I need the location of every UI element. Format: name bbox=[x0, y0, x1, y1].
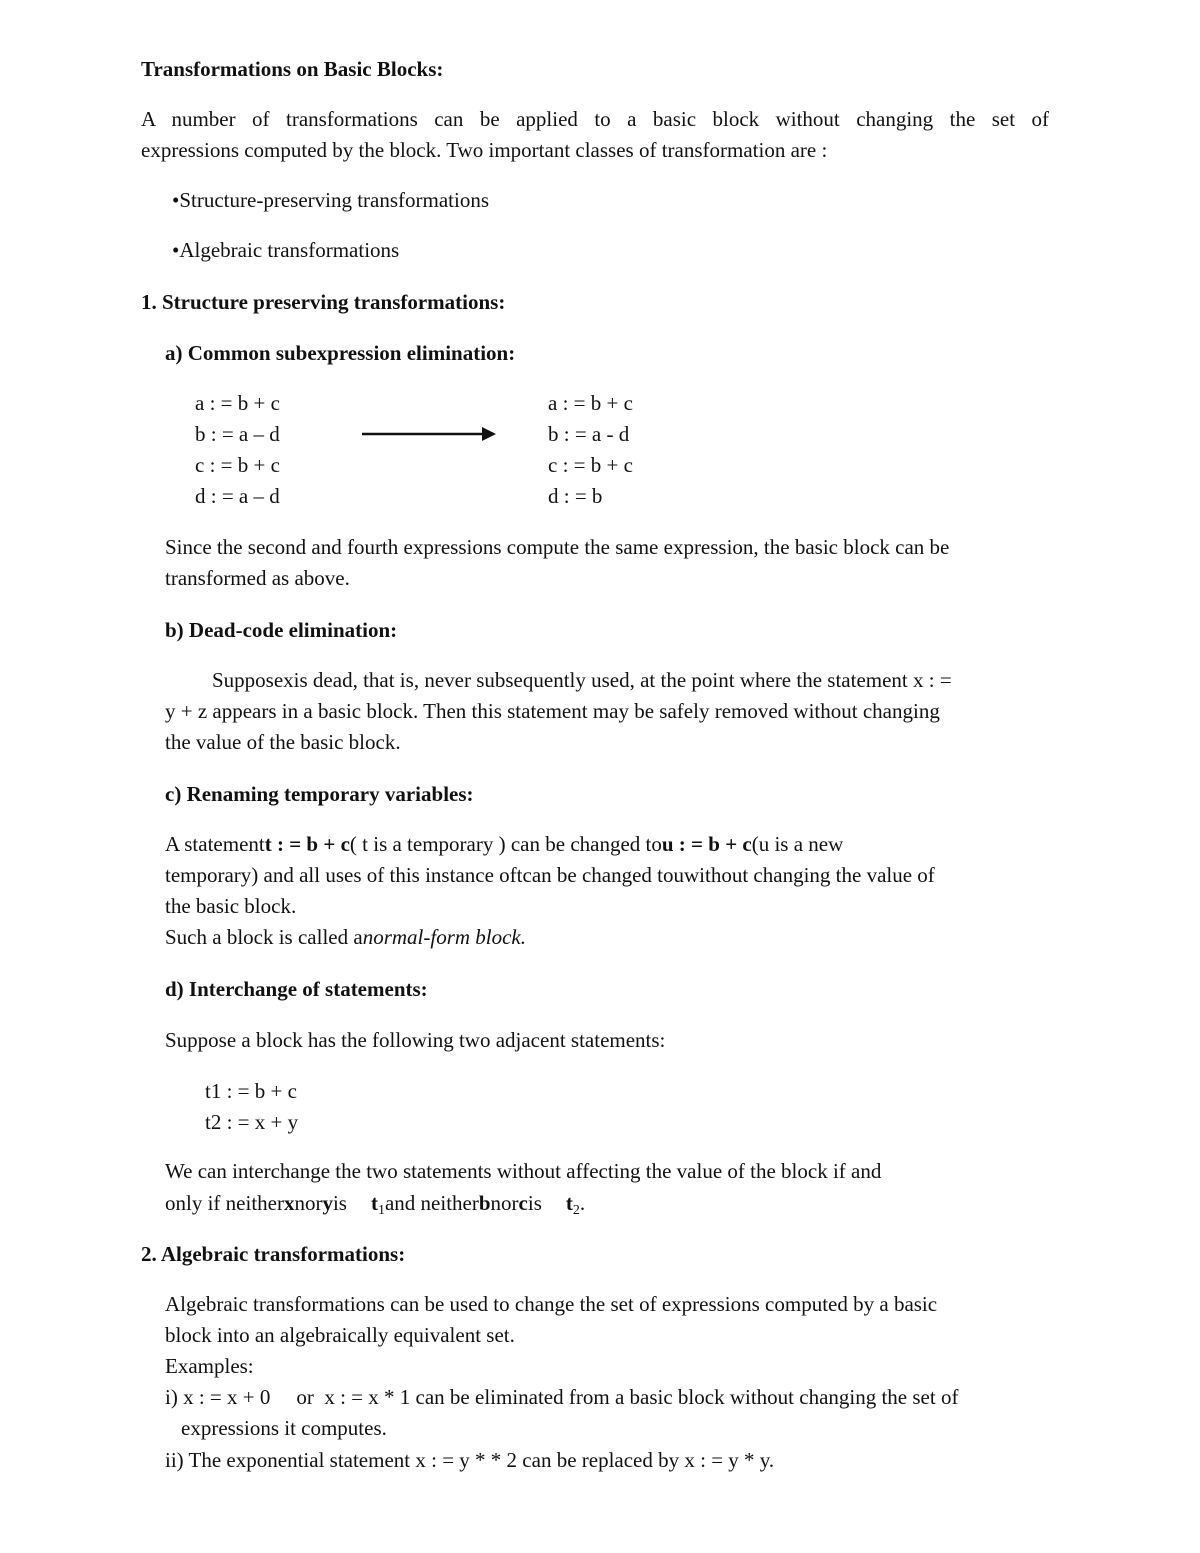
subsection-d-intro: Suppose a block has the following two adjacent statements: bbox=[165, 1028, 666, 1052]
section-2-heading: 2. Algebraic transformations: bbox=[141, 1242, 406, 1266]
right-arrow-icon bbox=[362, 424, 498, 444]
intro-line-2: expressions computed by the block. Two important classes of transformation are : bbox=[141, 138, 828, 162]
subscript: 2 bbox=[572, 1203, 580, 1218]
section-2-line-2: block into an algebraically equivalent set. bbox=[165, 1323, 515, 1347]
bullet-icon: • bbox=[172, 238, 180, 262]
emphasis-term: normal-form block. bbox=[362, 925, 527, 949]
text-span: can be changed to bbox=[522, 863, 674, 887]
inline-var: t bbox=[565, 1191, 573, 1215]
text-span: (u is a new bbox=[751, 832, 844, 856]
bullet-item-label: Algebraic transformations bbox=[179, 238, 400, 262]
inline-var: b bbox=[478, 1191, 491, 1215]
example-1-line-2: expressions it computes. bbox=[181, 1416, 387, 1440]
text-span: . bbox=[579, 1191, 586, 1215]
text-span: and neither bbox=[384, 1191, 479, 1215]
page-title: Transformations on Basic Blocks: bbox=[141, 57, 444, 81]
inline-var: t bbox=[370, 1191, 378, 1215]
example-2: ii) The exponential statement x : = y * * 2 can be replaced by x : = y * y. bbox=[165, 1448, 775, 1472]
text-span: nor bbox=[490, 1191, 519, 1215]
inline-code: t : = b + c bbox=[264, 832, 350, 856]
inline-var: u bbox=[673, 863, 685, 887]
subsection-a-explain-2: transformed as above. bbox=[165, 566, 350, 590]
section-2-line-3: Examples: bbox=[165, 1354, 254, 1378]
code-before-line-2: b : = a – d bbox=[195, 422, 280, 446]
text-span: is bbox=[332, 1191, 347, 1215]
text-span: or x : = x * 1 can be eliminated from a basic block without changing the set of bbox=[296, 1385, 959, 1409]
subsection-c-line-3: the basic block. bbox=[165, 894, 297, 918]
text-span: temporary) and all uses of this instance of bbox=[165, 863, 517, 887]
text-span: i) x : = x + 0 bbox=[165, 1385, 271, 1409]
code-after-line-2: b : = a - d bbox=[548, 422, 630, 446]
subsection-c-heading: c) Renaming temporary variables: bbox=[165, 782, 474, 806]
inline-var: t bbox=[516, 863, 523, 887]
code-after-line-1: a : = b + c bbox=[548, 391, 633, 415]
section-2-line-1: Algebraic transformations can be used to change the set of expressions computed by a basic bbox=[165, 1292, 938, 1316]
code-before-line-3: c : = b + c bbox=[195, 453, 280, 477]
text-span: A statement bbox=[165, 832, 265, 856]
section-1-heading: 1. Structure preserving transformations: bbox=[141, 290, 506, 314]
subsection-b-line-1: Supposexis dead, that is, never subsequently used, at the point where the statement x : = bbox=[212, 668, 952, 692]
bullet-item-label: Structure-preserving transformations bbox=[179, 188, 490, 212]
code-after-line-3: c : = b + c bbox=[548, 453, 633, 477]
example-1-line-1 bbox=[165, 1384, 958, 1410]
text-span: only if neither bbox=[165, 1191, 284, 1215]
code-before-line-4: d : = a – d bbox=[195, 484, 280, 508]
subsection-a-heading: a) Common subexpression elimination: bbox=[165, 341, 516, 365]
text-span: nor bbox=[294, 1191, 323, 1215]
inline-var: y bbox=[322, 1191, 333, 1215]
text-span: Such a block is called a bbox=[165, 925, 363, 949]
statement-1: t1 : = b + c bbox=[205, 1079, 297, 1103]
subsection-c-line-1 bbox=[165, 831, 843, 857]
subsection-b-heading: b) Dead-code elimination: bbox=[165, 618, 398, 642]
subsection-c-line-2 bbox=[165, 862, 935, 888]
subsection-d-line-1: We can interchange the two statements without affecting the value of the block if and bbox=[165, 1159, 882, 1183]
subsection-b-line-3: the value of the basic block. bbox=[165, 730, 401, 754]
text-span: is bbox=[527, 1191, 542, 1215]
code-after-line-4: d : = b bbox=[548, 484, 603, 508]
subsection-d-heading: d) Interchange of statements: bbox=[165, 977, 428, 1001]
subsection-b-line-2: y + z appears in a basic block. Then this statement may be safely removed without changing bbox=[165, 699, 940, 723]
inline-code: u : = b + c bbox=[661, 832, 752, 856]
bullet-icon: • bbox=[172, 188, 180, 212]
subsection-c-line-4 bbox=[165, 924, 526, 950]
inline-var: c bbox=[518, 1191, 528, 1215]
text-span: without changing the value of bbox=[684, 863, 935, 887]
bullet-item-algebraic bbox=[172, 237, 399, 263]
subscript: 1 bbox=[377, 1203, 385, 1218]
bullet-item-structure bbox=[172, 187, 489, 213]
code-before-line-1: a : = b + c bbox=[195, 391, 280, 415]
subsection-a-explain-1: Since the second and fourth expressions compute the same expression, the basic block can be bbox=[165, 535, 950, 559]
subsection-d-line-2 bbox=[165, 1190, 585, 1220]
intro-line-1: A number of transformations can be applied to a basic block without changing the set of bbox=[141, 107, 1049, 131]
statement-2: t2 : = x + y bbox=[205, 1110, 299, 1134]
text-span: ( t is a temporary ) can be changed to bbox=[349, 832, 662, 856]
inline-var: x bbox=[283, 1191, 295, 1215]
